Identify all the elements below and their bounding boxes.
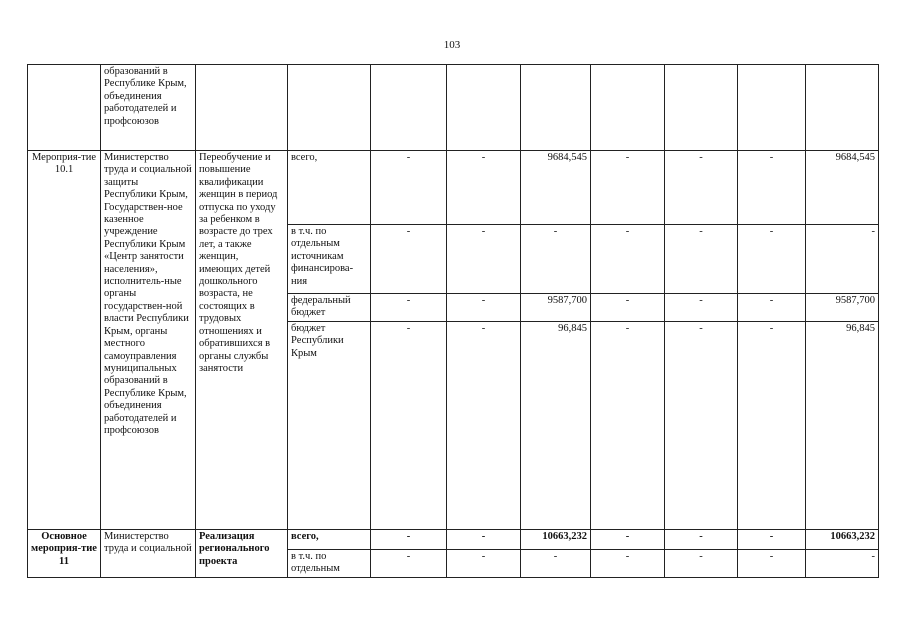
cell-value xyxy=(738,65,806,151)
value-cell: - xyxy=(806,225,879,294)
value-cell: - xyxy=(371,321,447,529)
value-cell: - xyxy=(665,321,738,529)
source-label: в т.ч. по отдельным xyxy=(288,549,371,577)
value-cell: - xyxy=(591,225,665,294)
value-cell: - xyxy=(806,549,879,577)
value-cell: 9587,700 xyxy=(521,294,591,322)
value-cell: - xyxy=(591,529,665,549)
cell-value xyxy=(591,65,665,151)
value-cell: - xyxy=(521,549,591,577)
value-cell: - xyxy=(665,225,738,294)
value-cell: - xyxy=(591,549,665,577)
value-cell: - xyxy=(591,321,665,529)
value-cell: 9684,545 xyxy=(806,151,879,225)
value-cell: - xyxy=(738,225,806,294)
event-label: Мероприя-тие 10.1 xyxy=(28,151,101,530)
value-cell: - xyxy=(665,151,738,225)
source-label: всего, xyxy=(288,151,371,225)
source-label: бюджет Республики Крым xyxy=(288,321,371,529)
description-text: Переобучение и повышение квалификации женщин в период отпуска по уходу за ребенком в возрасте до трех лет, а также женщин, имеющих детей дошкольного возраста, не состоящих в трудовых отношениях и обратившихся в органы службы занятости xyxy=(196,151,288,530)
executor-text: Министерство труда и социальной xyxy=(101,529,196,577)
cell-value xyxy=(665,65,738,151)
cell-event xyxy=(28,65,101,151)
value-cell: - xyxy=(738,529,806,549)
cell-description xyxy=(196,65,288,151)
value-cell: - xyxy=(371,225,447,294)
cell-value xyxy=(447,65,521,151)
value-cell: - xyxy=(371,529,447,549)
value-cell: - xyxy=(738,321,806,529)
cell-executor: образований в Республике Крым, объединения работодателей и профсоюзов xyxy=(101,65,196,151)
page-number: 103 xyxy=(443,39,461,51)
description-text: Реализация регионального проекта xyxy=(196,529,288,577)
table-row-continuation xyxy=(28,65,879,151)
value-cell: - xyxy=(591,294,665,322)
value-cell: - xyxy=(665,529,738,549)
funding-table xyxy=(27,64,879,578)
value-cell: - xyxy=(447,225,521,294)
cell-value xyxy=(806,65,879,151)
value-cell: - xyxy=(371,549,447,577)
table-row xyxy=(28,151,879,225)
value-cell: - xyxy=(521,225,591,294)
value-cell: - xyxy=(738,151,806,225)
value-cell: - xyxy=(447,151,521,225)
value-cell: 96,845 xyxy=(806,321,879,529)
source-label: в т.ч. по отдельным источникам финансирова-ния xyxy=(288,225,371,294)
cell-source xyxy=(288,65,371,151)
value-cell: 96,845 xyxy=(521,321,591,529)
event-label: Основное мероприя-тие 11 xyxy=(28,529,101,577)
value-cell: - xyxy=(665,549,738,577)
cell-value xyxy=(521,65,591,151)
value-cell: 9684,545 xyxy=(521,151,591,225)
cell-value xyxy=(371,65,447,151)
value-cell: 9587,700 xyxy=(806,294,879,322)
executor-text: Министерство труда и социальной защиты Республики Крым, Государствен-ное казенное учреждение Республики Крым «Центр занятости населения», исполнитель-ные органы государствен-ной власти Республики Крым, органы местного самоуправления муниципальных образований в Республике Крым, объединения работодателей и профсоюзов xyxy=(101,151,196,530)
value-cell: 10663,232 xyxy=(806,529,879,549)
source-label: всего, xyxy=(288,529,371,549)
value-cell: - xyxy=(447,549,521,577)
value-cell: - xyxy=(447,294,521,322)
value-cell: - xyxy=(371,294,447,322)
table-row xyxy=(28,529,879,549)
value-cell: - xyxy=(447,321,521,529)
value-cell: - xyxy=(665,294,738,322)
value-cell: - xyxy=(371,151,447,225)
source-label: федеральный бюджет xyxy=(288,294,371,322)
value-cell: - xyxy=(738,549,806,577)
value-cell: - xyxy=(591,151,665,225)
value-cell: 10663,232 xyxy=(521,529,591,549)
value-cell: - xyxy=(738,294,806,322)
value-cell: - xyxy=(447,529,521,549)
